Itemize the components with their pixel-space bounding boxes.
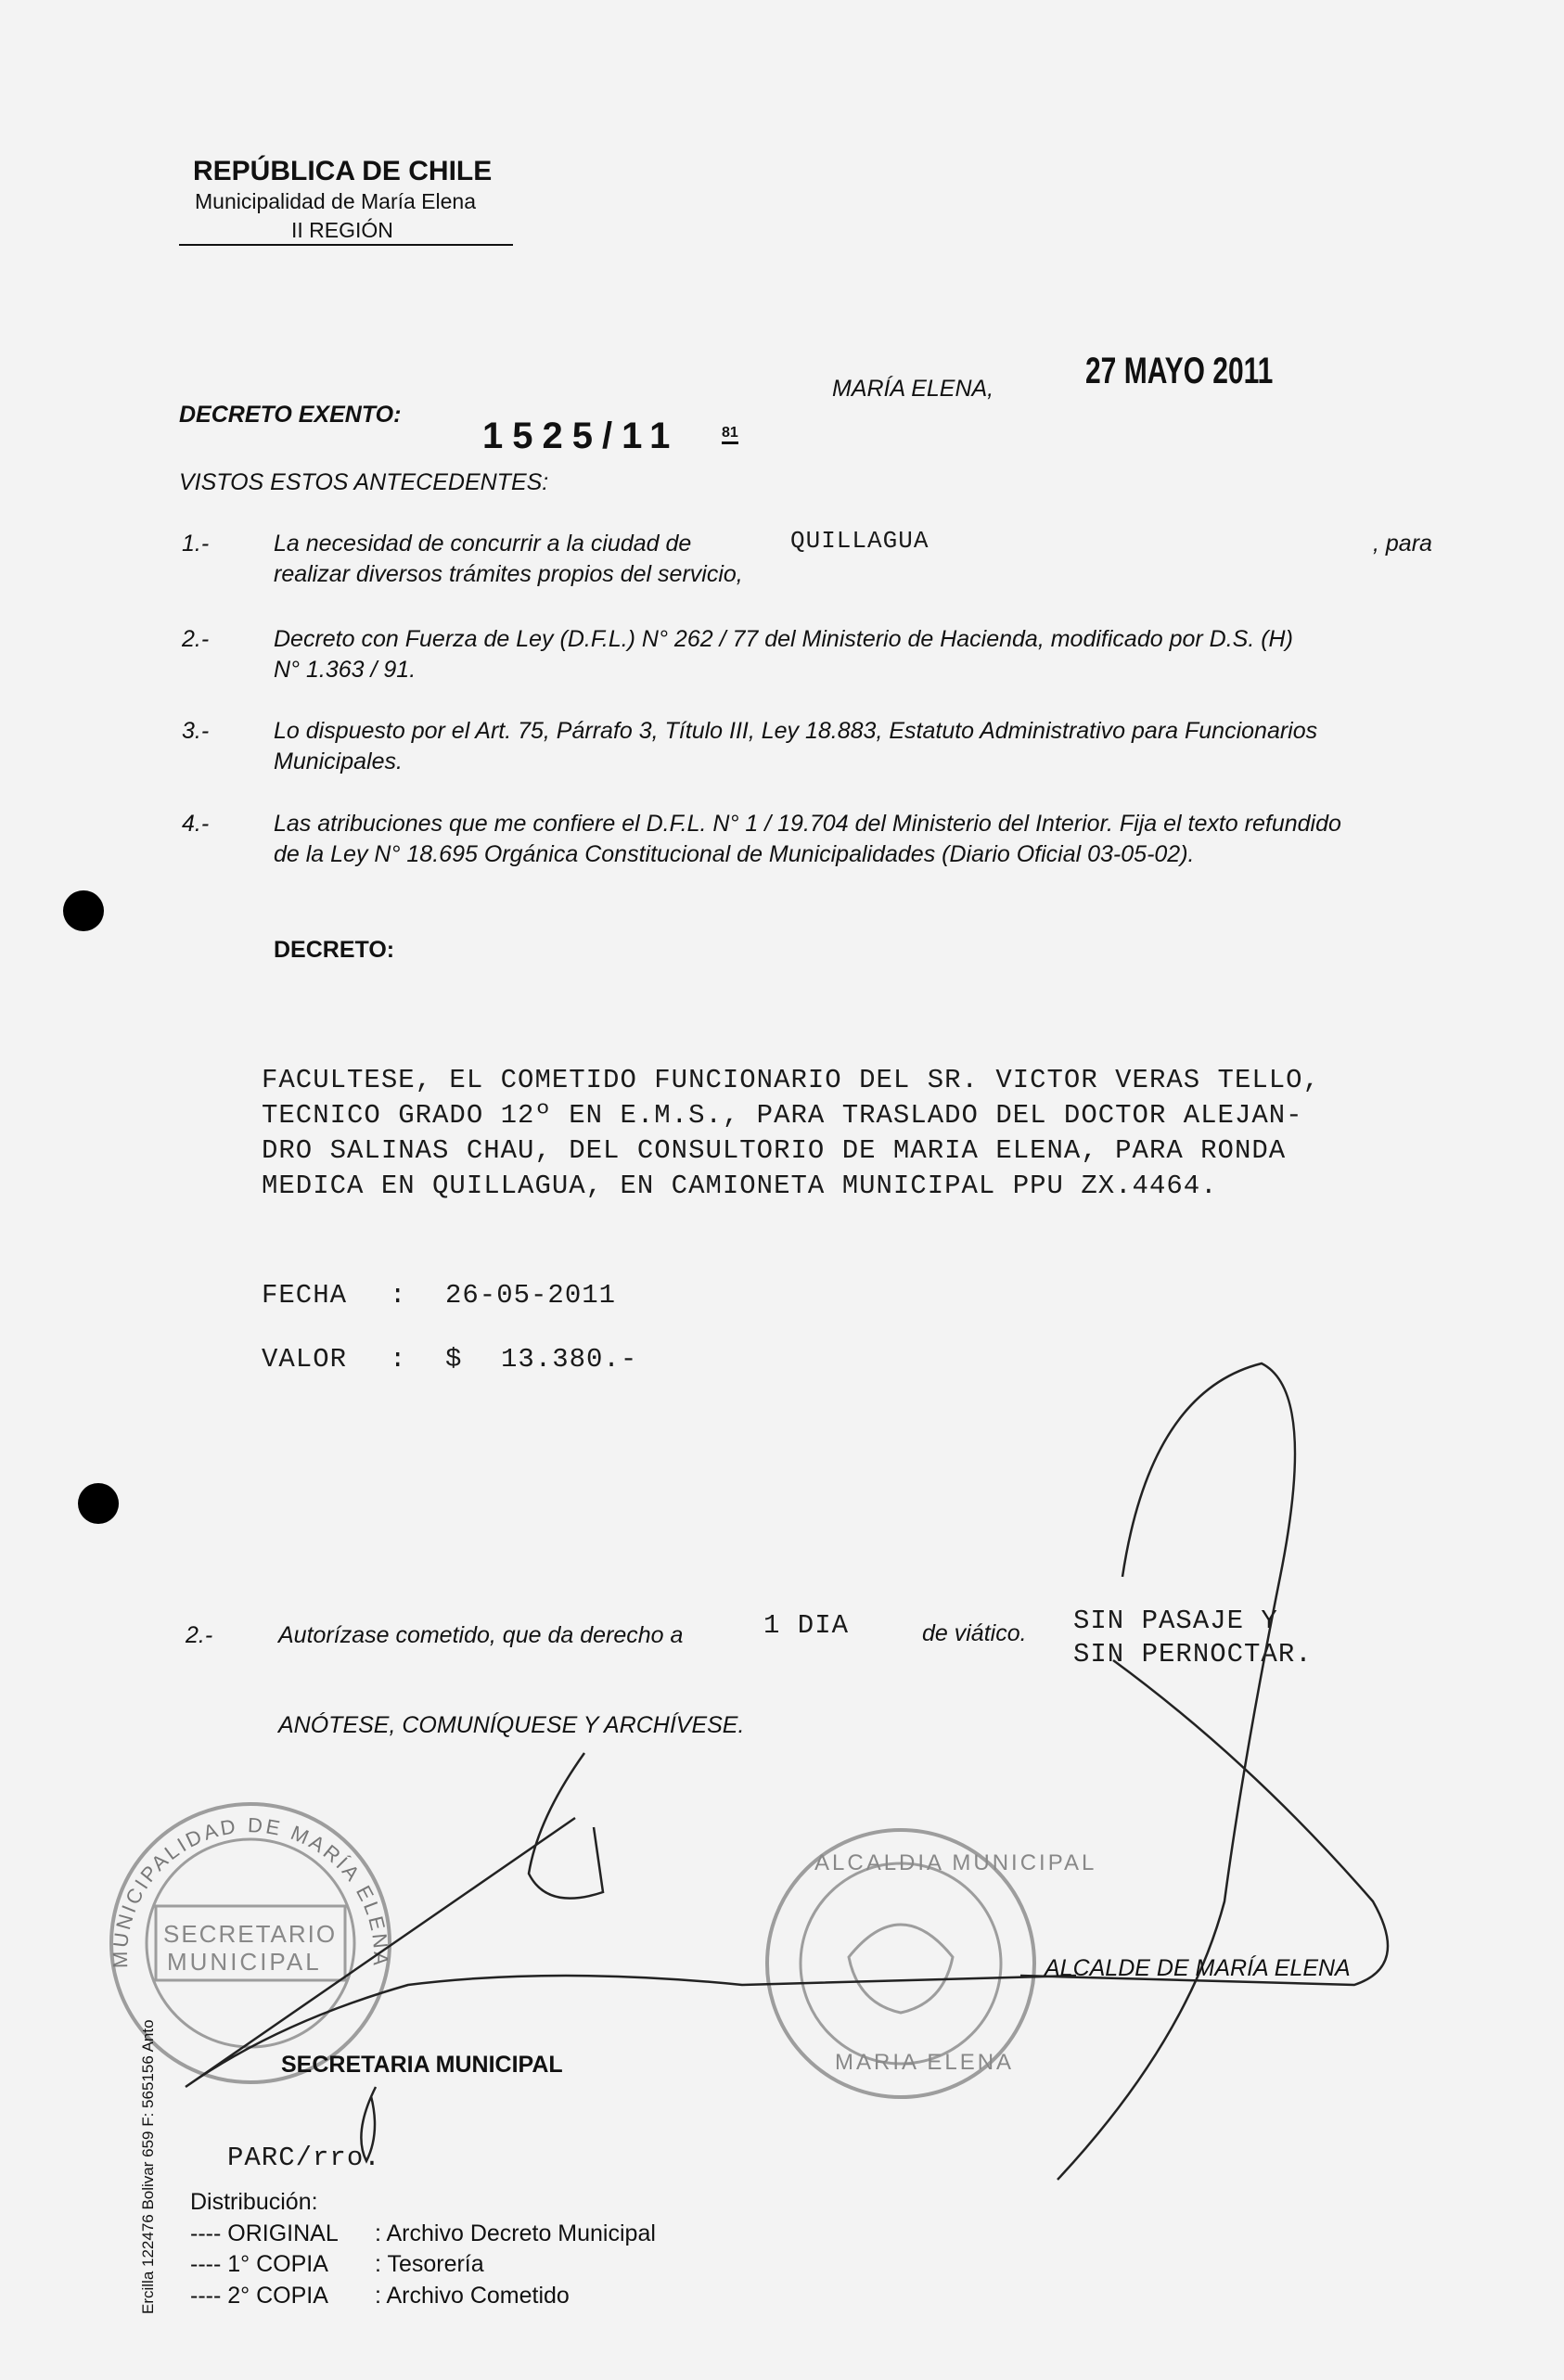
- distribution-title: Distribución:: [190, 2189, 318, 2215]
- typed-line: MEDICA EN QUILLAGUA, EN CAMIONETA MUNICIPAL PPU ZX.4464.: [262, 1171, 1218, 1201]
- distribution-copy: ---- 2° COPIA: [190, 2283, 328, 2309]
- valor-separator: :: [390, 1344, 407, 1375]
- item-number: 4.-: [182, 811, 210, 837]
- viatico-days: 1 DIA: [763, 1610, 850, 1641]
- valor-currency: $: [445, 1344, 463, 1375]
- fecha-label: FECHA: [262, 1280, 348, 1311]
- item2-text: Autorízase cometido, que da derecho a: [278, 1622, 684, 1648]
- region-name: II REGIÓN: [291, 218, 393, 242]
- distribution-dest: : Archivo Decreto Municipal: [375, 2220, 656, 2246]
- fecha-separator: :: [390, 1280, 407, 1311]
- decreto-heading: DECRETO:: [274, 937, 395, 963]
- mayor-seal-ring: ALCALDIA MUNICIPAL: [814, 1850, 1097, 1875]
- vistos-heading: VISTOS ESTOS ANTECEDENTES:: [179, 469, 549, 495]
- item-number: 2.-: [182, 626, 210, 652]
- typed-line: DRO SALINAS CHAU, DEL CONSULTORIO DE MARIA ELENA, PARA RONDA: [262, 1135, 1287, 1166]
- mayor-seal-ring: MARIA ELENA: [835, 2050, 1015, 2075]
- date-stamp: 27 MAYO 2011: [1085, 351, 1274, 391]
- item-text: Lo dispuesto por el Art. 75, Párrafo 3, Título III, Ley 18.883, Estatuto Administrativo para Funcionarios: [274, 718, 1318, 744]
- closing-text: ANÓTESE, COMUNÍQUESE Y ARCHÍVESE.: [278, 1712, 745, 1738]
- item-text: La necesidad de concurrir a la ciudad de: [274, 531, 692, 557]
- item-text: Las atribuciones que me confiere el D.F.L. N° 1 / 19.704 del Ministerio del Interior. Fija el texto refundido: [274, 811, 1341, 837]
- printer-imprint: Ercilla 122476 Bolivar 659 F: 565156 Anto: [139, 2019, 157, 2314]
- city-name: QUILLAGUA: [790, 527, 929, 555]
- decree-label: DECRETO EXENTO:: [179, 402, 402, 428]
- municipality-name: Municipalidad de María Elena: [195, 189, 477, 213]
- item2-suffix: de viático.: [922, 1620, 1027, 1646]
- item-number: 3.-: [182, 718, 210, 744]
- country-heading: REPÚBLICA DE CHILE: [193, 156, 493, 186]
- fecha-value: 26-05-2011: [445, 1280, 617, 1311]
- secretary-seal-center: MUNICIPAL: [167, 1948, 322, 1976]
- item-number: 2.-: [186, 1622, 213, 1648]
- distribution-dest: : Tesorería: [375, 2251, 484, 2277]
- secretaria-label: SECRETARIA MUNICIPAL: [281, 2052, 563, 2078]
- alcalde-label: ALCALDE DE MARÍA ELENA: [1045, 1955, 1351, 1981]
- distribution-copy: ---- 1° COPIA: [190, 2251, 328, 2277]
- item-text: Decreto con Fuerza de Ley (D.F.L.) N° 262 / 77 del Ministerio de Hacienda, modificado por D.S. (H): [274, 626, 1293, 652]
- note-line: SIN PASAJE Y: [1073, 1606, 1278, 1636]
- decree-number: 1525/11: [482, 416, 680, 456]
- note-line: SIN PERNOCTAR.: [1073, 1639, 1313, 1670]
- distribution-dest: : Archivo Cometido: [375, 2283, 570, 2309]
- decree-stamp-small: 81: [722, 425, 738, 444]
- item-text: N° 1.363 / 91.: [274, 657, 417, 683]
- secretary-seal-ring-text: MUNICIPALIDAD DE MARÍA ELENA: [108, 1813, 393, 1969]
- item-number: 1.-: [182, 531, 210, 557]
- typed-line: FACULTESE, EL COMETIDO FUNCIONARIO DEL SR. VICTOR VERAS TELLO,: [262, 1065, 1320, 1095]
- item-text: , para: [1373, 531, 1432, 557]
- item-text: de la Ley N° 18.695 Orgánica Constitucional de Municipalidades (Diario Oficial 03-05-02).: [274, 841, 1195, 867]
- typist-initials: PARC/rro.: [227, 2143, 381, 2173]
- place-label: MARÍA ELENA,: [832, 376, 994, 402]
- valor-label: VALOR: [262, 1344, 348, 1375]
- distribution-copy: ---- ORIGINAL: [190, 2220, 339, 2246]
- valor-value: 13.380.-: [501, 1344, 638, 1375]
- item-text: Municipales.: [274, 749, 403, 774]
- secretary-seal-center: SECRETARIO: [163, 1920, 338, 1948]
- item-text: realizar diversos trámites propios del servicio,: [274, 561, 743, 587]
- typed-line: TECNICO GRADO 12º EN E.M.S., PARA TRASLADO DEL DOCTOR ALEJAN-: [262, 1100, 1303, 1131]
